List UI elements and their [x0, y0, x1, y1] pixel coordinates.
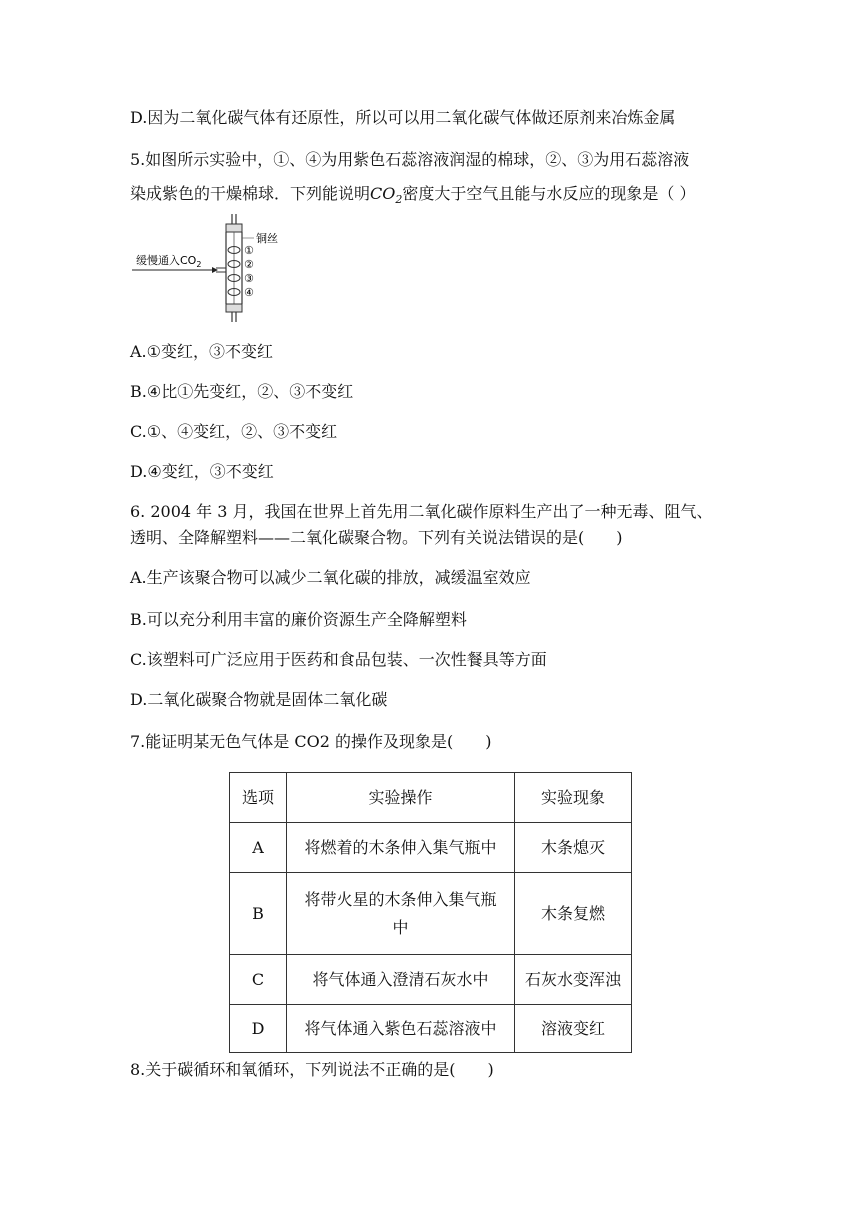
q5-option-b: B.④比①先变红，②、③不变红 — [130, 382, 354, 401]
q6-stem-line2: 透明、全降解塑料——二氧化碳聚合物。下列有关说法错误的是( ) — [130, 528, 623, 547]
row-option: D — [230, 1005, 287, 1053]
row-option: C — [230, 955, 287, 1005]
ball-label-2: ② — [244, 258, 254, 271]
row-phenomenon: 木条熄灭 — [515, 823, 632, 873]
q6-option-c: C.该塑料可广泛应用于医药和食品包装、一次性餐具等方面 — [130, 650, 547, 669]
ball-label-1: ① — [244, 244, 254, 257]
q6-stem-line1: 6. 2004 年 3 月，我国在世界上首先用二氧化碳作原料生产出了一种无毒、阻气、 — [130, 502, 713, 521]
row-operation: 将带火星的木条伸入集气瓶 中 — [287, 873, 515, 955]
q4-option-d: D.因为二氧化碳气体有还原性，所以可以用二氧化碳气体做还原剂来冶炼金属 — [130, 108, 676, 127]
q5-option-a: A.①变红，③不变红 — [130, 342, 273, 361]
row-phenomenon: 石灰水变浑浊 — [515, 955, 632, 1005]
q6-option-a: A.生产该聚合物可以减少二氧化碳的排放，减缓温室效应 — [130, 568, 531, 587]
q5-stem-line2 — [130, 182, 695, 212]
q5-stem-line2-a: 染成紫色的干燥棉球．下列能说明 — [130, 184, 371, 203]
wire-label: 铜丝 — [256, 232, 278, 245]
arrow-label: 缓慢通入$CO_2$ — [136, 254, 202, 269]
table-row — [230, 873, 632, 955]
q5-option-d: D.④变红，③不变红 — [130, 462, 274, 481]
q5-option-c: C.①、④变红，②、③不变红 — [130, 422, 338, 441]
row-operation: 将燃着的木条伸入集气瓶中 — [287, 823, 515, 873]
q6-option-b: B.可以充分利用丰富的廉价资源生产全降解塑料 — [130, 610, 467, 629]
table-row — [230, 823, 632, 873]
row-operation: 将气体通入澄清石灰水中 — [287, 955, 515, 1005]
experiment-apparatus-figure — [130, 212, 330, 322]
row-phenomenon: 木条复燃 — [515, 873, 632, 955]
row-operation: 将气体通入紫色石蕊溶液中 — [287, 1005, 515, 1053]
table-row — [230, 955, 632, 1005]
q5-stem-line2-b: 密度大于空气且能与水反应的现象是（ ） — [402, 184, 696, 203]
row-option: A — [230, 823, 287, 873]
q5-stem-line1: 5.如图所示实验中，①、④为用紫色石蕊溶液润湿的棉球，②、③为用石蕊溶液 — [130, 150, 690, 169]
table-header-row — [230, 773, 632, 823]
q8-stem: 8.关于碳循环和氧循环，下列说法不正确的是( ) — [130, 1060, 494, 1079]
q6-option-d: D.二氧化碳聚合物就是固体二氧化碳 — [130, 690, 388, 709]
q7-options-table — [229, 772, 632, 1053]
row-option: B — [230, 873, 287, 955]
table-row — [230, 1005, 632, 1053]
ball-label-3: ③ — [244, 272, 254, 285]
header-phenomenon: 实验现象 — [515, 773, 632, 823]
co2-formula: $CO_2$ — [370, 184, 403, 207]
ball-label-4: ④ — [244, 286, 254, 299]
row-phenomenon: 溶液变红 — [515, 1005, 632, 1053]
header-option: 选项 — [230, 773, 287, 823]
header-operation: 实验操作 — [287, 773, 515, 823]
q7-stem: 7.能证明某无色气体是 CO2 的操作及现象是( ) — [130, 732, 492, 751]
